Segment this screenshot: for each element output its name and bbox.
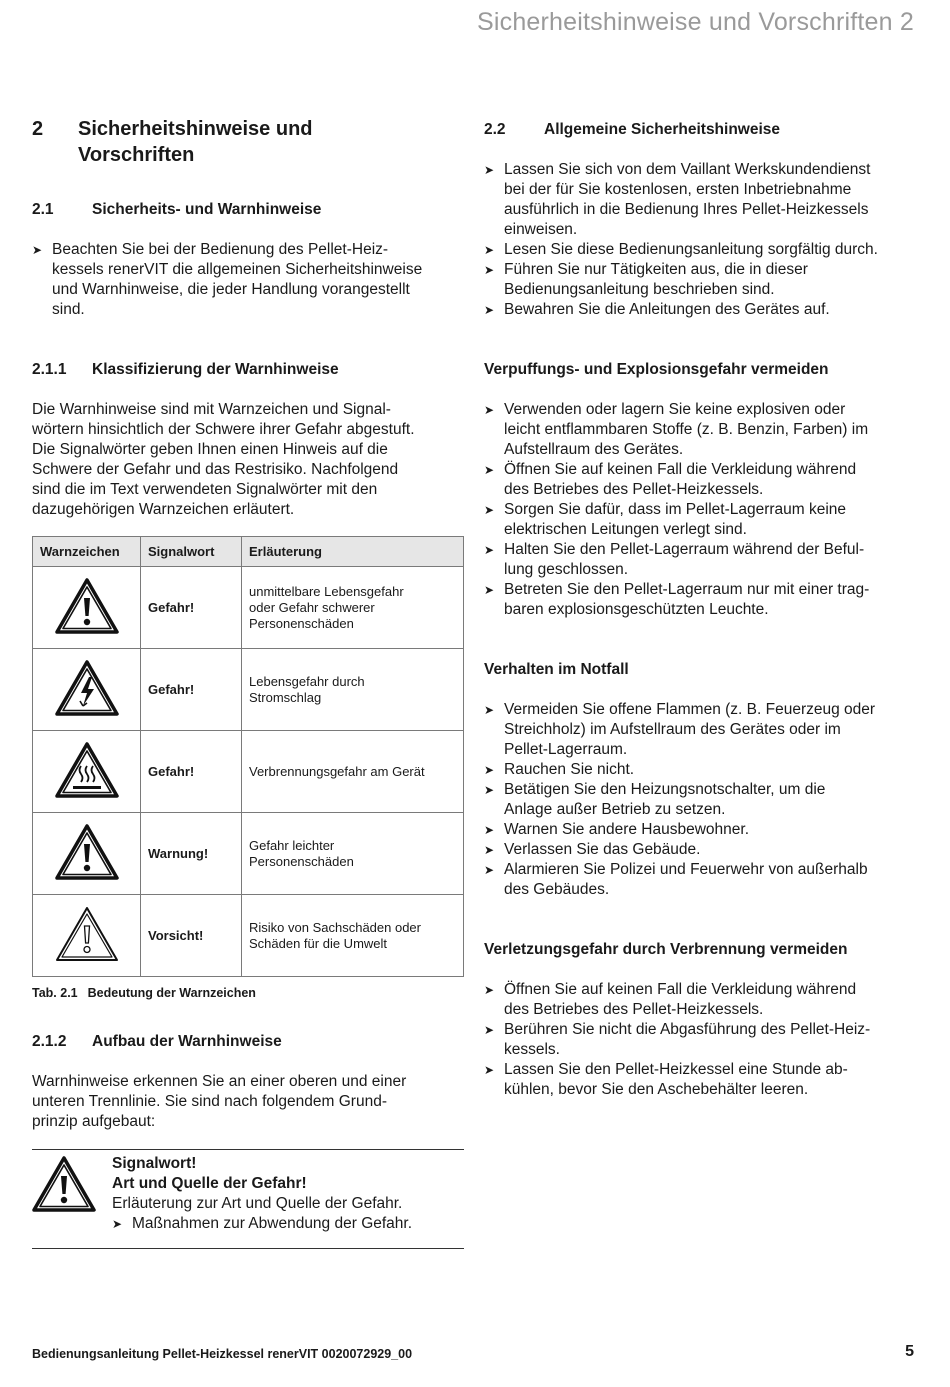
explanation-line: Risiko von Sachschäden oder — [249, 919, 421, 935]
col-header-warnzeichen: Warnzeichen — [33, 537, 141, 567]
list-item-line: Sorgen Sie dafür, dass im Pellet-Lagerraum keine — [504, 501, 847, 518]
explanation-line: Gefahr leichter — [249, 837, 335, 853]
section-number: 2.2 — [484, 121, 506, 138]
signal-word-cell: Gefahr! — [141, 649, 242, 731]
section-2-1-2-heading — [32, 1032, 464, 1052]
signal-word-cell: Vorsicht! — [141, 895, 242, 977]
bullet-arrow-icon: ➤ — [484, 463, 495, 477]
explanation-line: Verbrennungsgefahr am Gerät — [249, 763, 425, 779]
warning-structure-text — [112, 1154, 412, 1234]
explanation-line: Stromschlag — [249, 689, 322, 705]
electric-shock-icon — [33, 649, 141, 731]
explanation-line: Personenschäden — [249, 615, 354, 631]
general-danger-icon — [32, 1154, 112, 1234]
table-row — [33, 813, 464, 895]
measure-line — [112, 1214, 412, 1234]
bullet-arrow-icon: ➤ — [484, 503, 495, 517]
text-line: Warnhinweise erkennen Sie an einer oberen und einer — [32, 1073, 407, 1090]
list-item-line: Verlassen Sie das Gebäude. — [504, 841, 701, 858]
list-item-line: Warnen Sie andere Hausbewohner. — [504, 821, 749, 838]
list-item-line: Alarmieren Sie Polizei und Feuerwehr von außerhalb — [504, 861, 868, 878]
signal-word-cell: Warnung! — [141, 813, 242, 895]
list-item-line: lung geschlossen. — [504, 561, 629, 578]
table-row — [33, 731, 464, 813]
s211-paragraph — [32, 400, 464, 520]
warning-icon — [33, 813, 141, 895]
burn-heading: Verletzungsgefahr durch Verbrennung vermeiden — [484, 941, 848, 958]
explanation-cell — [242, 895, 464, 977]
bullet-arrow-icon: ➤ — [484, 583, 495, 597]
list-item-line: des Betriebes des Pellet-Heizkessels. — [504, 481, 764, 498]
list-item-line: Betreten Sie den Pellet-Lagerraum nur mit einer trag- — [504, 581, 870, 598]
list-item-line: Beachten Sie bei der Bedienung des Pellet-Heiz- — [52, 241, 389, 258]
caption-text: Bedeutung der Warnzeichen — [87, 986, 256, 1000]
section-2-2-heading — [484, 120, 920, 140]
measure-text: Maßnahmen zur Abwendung der Gefahr. — [132, 1215, 413, 1232]
bullet-arrow-icon: ➤ — [484, 1023, 495, 1037]
list-item-line: leicht entflammbaren Stoffe (z. B. Benzin, Farben) im — [504, 421, 869, 438]
bullet-arrow-icon: ➤ — [484, 403, 495, 417]
bullet-arrow-icon: ➤ — [32, 243, 43, 257]
list-item — [484, 460, 920, 500]
list-item-line: sind. — [52, 301, 85, 318]
explanation-line: unmittelbare Lebensgefahr — [249, 583, 404, 599]
list-item-line: Führen Sie nur Tätigkeiten aus, die in dieser — [504, 261, 808, 278]
list-item — [484, 820, 920, 840]
table-row — [33, 649, 464, 731]
section-title: Aufbau der Warnhinweise — [92, 1033, 282, 1050]
bullet-arrow-icon: ➤ — [484, 263, 495, 277]
hot-surface-icon — [33, 731, 141, 813]
page-number: 5 — [905, 1343, 914, 1360]
section-number: 2.1.2 — [32, 1033, 67, 1050]
section-title: Klassifizierung der Warnhinweise — [92, 361, 339, 378]
explosion-bullet-list — [484, 400, 920, 620]
list-item — [484, 500, 920, 540]
text-line: dazugehörigen Warnzeichen erläutert. — [32, 501, 295, 518]
list-item-line: Lesen Sie diese Bedienungsanleitung sorgfältig durch. — [504, 241, 878, 258]
list-item — [484, 860, 920, 900]
list-item — [484, 780, 920, 820]
list-item — [484, 300, 920, 320]
bullet-arrow-icon: ➤ — [484, 763, 495, 777]
right-column — [484, 120, 920, 1100]
list-item-line: des Betriebes des Pellet-Heizkessels. — [504, 1001, 764, 1018]
text-line: sind die im Text verwendeten Signalwörter mit den — [32, 481, 378, 498]
table-caption — [32, 986, 464, 1000]
text-line: prinzip aufgebaut: — [32, 1113, 156, 1130]
bullet-arrow-icon: ➤ — [484, 543, 495, 557]
section-title-line: Sicherheitshinweise und — [78, 118, 313, 140]
bullet-arrow-icon: ➤ — [112, 1217, 123, 1231]
text-line: Die Warnhinweise sind mit Warnzeichen und Signal- — [32, 401, 391, 418]
list-item-line: Lassen Sie sich von dem Vaillant Werkskundendienst — [504, 161, 871, 178]
explanation-line: Erläuterung zur Art und Quelle der Gefahr. — [112, 1195, 403, 1212]
running-header: Sicherheitshinweise und Vorschriften 2 — [476, 8, 914, 36]
section-number: 2.1 — [32, 201, 54, 218]
bullet-arrow-icon: ➤ — [484, 783, 495, 797]
list-item-line: des Gebäudes. — [504, 881, 610, 898]
bullet-arrow-icon: ➤ — [484, 243, 495, 257]
warning-signs-table — [32, 536, 464, 977]
list-item — [484, 580, 920, 620]
list-item-line: elektrischen Leitungen verlegt sind. — [504, 521, 747, 538]
text-line: wörtern hinsichtlich der Schwere ihrer Gefahr abgestuft. — [32, 421, 415, 438]
list-item — [484, 1060, 920, 1100]
bullet-arrow-icon: ➤ — [484, 983, 495, 997]
explanation-cell — [242, 567, 464, 649]
section-title: Allgemeine Sicherheitshinweise — [544, 121, 781, 138]
list-item — [32, 240, 464, 320]
explanation-line: oder Gefahr schwerer — [249, 599, 375, 615]
explanation-cell — [242, 649, 464, 731]
list-item-line: Streichholz) im Aufstellraum des Gerätes oder im — [504, 721, 841, 738]
list-item-line: kessels. — [504, 1041, 560, 1058]
list-item — [484, 260, 920, 300]
list-item-line: baren explosionsgeschützten Leuchte. — [504, 601, 769, 618]
danger-source-line: Art und Quelle der Gefahr! — [112, 1175, 307, 1192]
list-item — [484, 840, 920, 860]
section-number: 2.1.1 — [32, 361, 67, 378]
section-2-1-1-heading — [32, 360, 464, 380]
text-line: unteren Trennlinie. Sie sind nach folgendem Grund- — [32, 1093, 387, 1110]
text-line: Die Signalwörter geben Ihnen einen Hinweis auf die — [32, 441, 388, 458]
list-item-line: bei der für Sie kostenlosen, ersten Inbetriebnahme — [504, 181, 852, 198]
text-line: Schwere der Gefahr und das Restrisiko. Nachfolgend — [32, 461, 399, 478]
section-title — [78, 116, 313, 168]
section-2-1-heading — [32, 200, 464, 220]
list-item-line: ausführlich in die Bedienung Ihres Pellet-Heizkessels — [504, 201, 869, 218]
burn-bullet-list — [484, 980, 920, 1100]
list-item — [484, 1020, 920, 1060]
list-item-line: Anlage außer Betrieb zu setzen. — [504, 801, 726, 818]
list-item — [484, 540, 920, 580]
bullet-arrow-icon: ➤ — [484, 843, 495, 857]
section-2-heading — [32, 116, 464, 168]
bullet-arrow-icon: ➤ — [484, 1063, 495, 1077]
table-row — [33, 895, 464, 977]
explanation-line: Personenschäden — [249, 853, 354, 869]
caption-number: Tab. 2.1 — [32, 986, 78, 1000]
list-item-line: Öffnen Sie auf keinen Fall die Verkleidung während — [504, 461, 857, 478]
explosion-heading: Verpuffungs- und Explosionsgefahr vermeiden — [484, 361, 829, 378]
list-item-line: Bewahren Sie die Anleitungen des Gerätes auf. — [504, 301, 830, 318]
list-item-line: und Warnhinweise, die jeder Handlung vorangestellt — [52, 281, 410, 298]
table-header-row — [33, 537, 464, 567]
list-item — [484, 400, 920, 460]
bullet-arrow-icon: ➤ — [484, 303, 495, 317]
section-title: Sicherheits- und Warnhinweise — [92, 201, 322, 218]
s22-bullet-list — [484, 160, 920, 320]
explanation-line: Lebensgefahr durch — [249, 673, 365, 689]
explanation-cell — [242, 813, 464, 895]
list-item — [484, 980, 920, 1020]
col-header-signalwort: Signalwort — [141, 537, 242, 567]
explanation-line: Schäden für die Umwelt — [249, 935, 388, 951]
table-row — [33, 567, 464, 649]
section-number: 2 — [32, 118, 44, 140]
list-item-line: Bedienungsanleitung beschrieben sind. — [504, 281, 775, 298]
emergency-heading: Verhalten im Notfall — [484, 661, 629, 678]
bullet-arrow-icon: ➤ — [484, 163, 495, 177]
general-danger-icon — [33, 567, 141, 649]
list-item-line: Berühren Sie nicht die Abgasführung des Pellet-Heiz- — [504, 1021, 871, 1038]
signal-word-cell: Gefahr! — [141, 731, 242, 813]
bullet-arrow-icon: ➤ — [484, 703, 495, 717]
list-item-line: Vermeiden Sie offene Flammen (z. B. Feuerzeug oder — [504, 701, 876, 718]
list-item-line: Halten Sie den Pellet-Lagerraum während der Beful- — [504, 541, 865, 558]
list-item — [484, 700, 920, 760]
signal-word-cell: Gefahr! — [141, 567, 242, 649]
signal-word-line: Signalwort! — [112, 1155, 197, 1172]
warning-structure-box — [32, 1149, 464, 1249]
list-item — [484, 240, 920, 260]
list-item-line: Lassen Sie den Pellet-Heizkessel eine Stunde ab- — [504, 1061, 848, 1078]
list-item-line: einweisen. — [504, 221, 578, 238]
emergency-bullet-list — [484, 700, 920, 900]
list-item-line: kühlen, bevor Sie den Aschebehälter leeren. — [504, 1081, 809, 1098]
list-item-line: Öffnen Sie auf keinen Fall die Verkleidung während — [504, 981, 857, 998]
section-title-line: Vorschriften — [78, 144, 195, 166]
list-item-line: Rauchen Sie nicht. — [504, 761, 635, 778]
col-header-erlaeuterung: Erläuterung — [242, 537, 464, 567]
bullet-arrow-icon: ➤ — [484, 863, 495, 877]
list-item-line: kessels renerVIT die allgemeinen Sicherheitshinweise — [52, 261, 423, 278]
list-item — [484, 160, 920, 240]
list-item-line: Pellet-Lagerraum. — [504, 741, 628, 758]
bullet-arrow-icon: ➤ — [484, 823, 495, 837]
list-item-line: Aufstellraum des Gerätes. — [504, 441, 684, 458]
footer-document-title: Bedienungsanleitung Pellet-Heizkessel renerVIT 0020072929_00 — [32, 1347, 413, 1361]
list-item-line: Betätigen Sie den Heizungsnotschalter, um die — [504, 781, 826, 798]
left-column — [32, 116, 464, 1249]
explanation-cell — [242, 731, 464, 813]
s21-bullet-list — [32, 240, 464, 320]
list-item — [484, 760, 920, 780]
s212-paragraph — [32, 1072, 464, 1132]
caution-outline-icon — [33, 895, 141, 977]
list-item-line: Verwenden oder lagern Sie keine explosiven oder — [504, 401, 846, 418]
